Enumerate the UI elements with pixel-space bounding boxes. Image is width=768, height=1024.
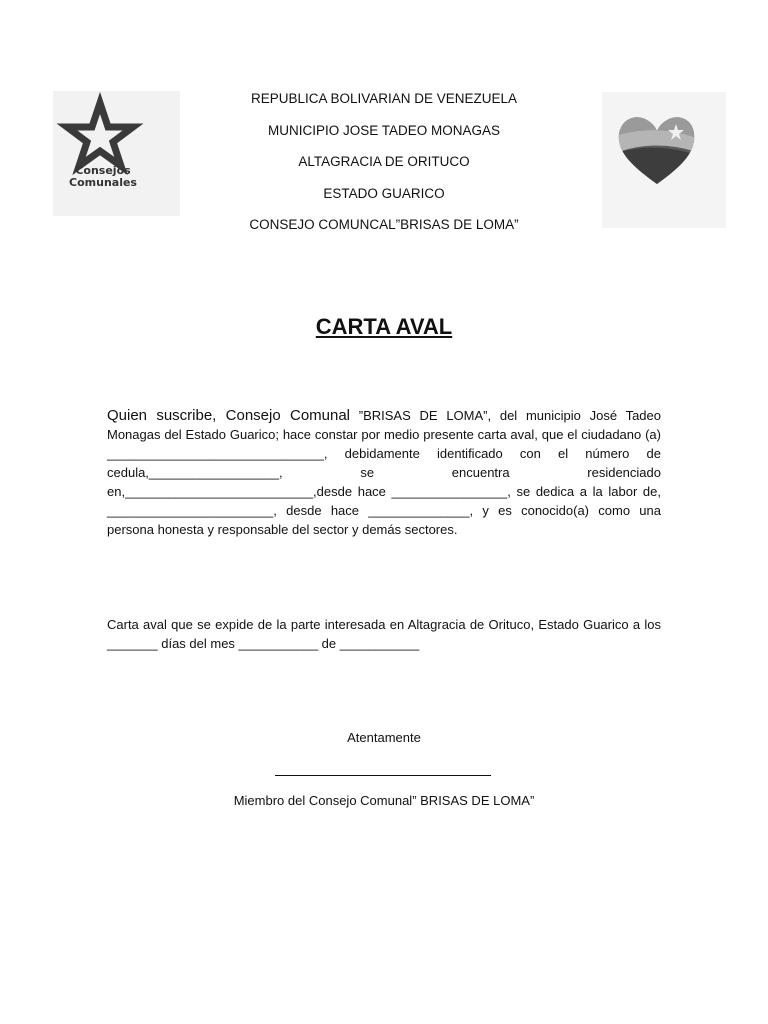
header-line-council: CONSEJO COMUNCAL”BRISAS DE LOMA” <box>249 217 519 232</box>
header-line-republic: REPUBLICA BOLIVARIAN DE VENEZUELA <box>250 91 518 106</box>
header-line-town: ALTAGRACIA DE ORITUCO <box>298 154 470 169</box>
signature-line <box>275 775 491 776</box>
document-header <box>0 88 768 246</box>
body-paragraph <box>107 406 661 539</box>
signer-title: Miembro del Consejo Comunal” BRISAS DE LOMA” <box>233 793 535 808</box>
logo-caption-line2: Comunales <box>69 176 137 189</box>
valediction: Atentamente <box>347 730 421 745</box>
header-line-municipality: MUNICIPIO JOSE TADEO MONAGAS <box>267 122 501 138</box>
body-paragraph-rest: ”BRISAS DE LOMA”, del municipio José Tadeo Monagas del Estado Guarico; hace constar por medio presente carta aval, que el ciudadano (a) ______________________________, debidamente identificado con el número de cedula,__________________, se encuentra residenciado en,__________________________,desde hace ________________, se dedica a la labor de, _______________________, desde hace ______________, y es conocido(a) como una persona honesta y responsable del sector y demás sectores. <box>107 408 661 537</box>
body-paragraph-lead: Quien suscribe, Consejo Comunal <box>107 407 351 424</box>
logo-caption-line1: Consejos <box>75 164 131 177</box>
closing-paragraph: Carta aval que se expide de la parte interesada en Altagracia de Orituco, Estado Guarico a los _______ días del mes ___________ de ___________ <box>107 617 661 651</box>
header-line-state: ESTADO GUARICO <box>323 185 445 201</box>
document-title: CARTA AVAL <box>315 314 453 339</box>
